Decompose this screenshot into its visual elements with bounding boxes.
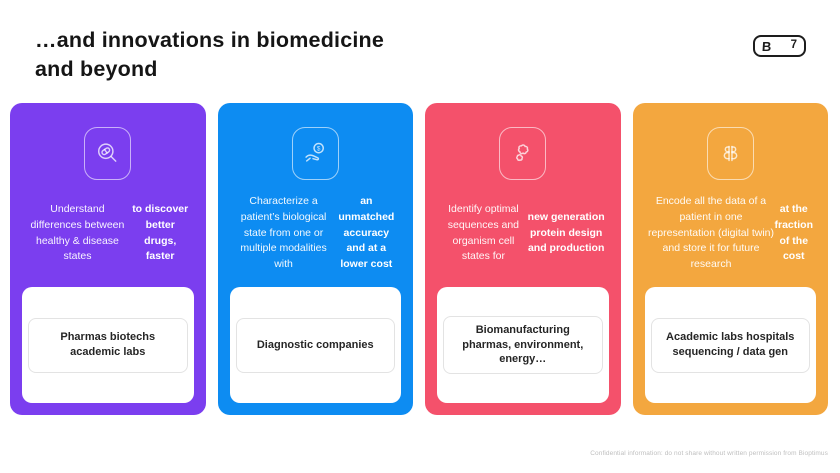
card-description (10, 180, 206, 287)
audience-label: Diagnostic companies (236, 318, 396, 373)
description-normal: Identify optimal sequences and organism cell states for (447, 203, 520, 263)
audience-label: Academic labs hospitals sequencing / data gen (651, 318, 811, 373)
card-description (425, 180, 621, 287)
page-number: 7 (790, 39, 797, 52)
card-description (633, 180, 829, 287)
description-bold: at the fraction of the cost (774, 203, 813, 263)
description-bold: to discover better drugs, faster (132, 203, 189, 263)
audience-panel (230, 287, 402, 403)
audience-panel (645, 287, 817, 403)
description-bold: new generation protein design and production (527, 210, 605, 255)
hand-dollar-icon (292, 127, 339, 180)
audience-panel (22, 287, 194, 403)
bioptimus-logo-icon: B (761, 38, 772, 54)
page-title-line1: …and innovations in biomedicine (35, 28, 385, 52)
audience-label: Pharmas biotechs academic labs (28, 318, 188, 373)
confidential-note: Confidential information: do not share without written permission from Bioptimus (590, 450, 828, 457)
card-diagnostics (218, 103, 414, 415)
description-bold: an unmatched accuracy and at a lower cost (338, 195, 395, 271)
card-drug-discovery (10, 103, 206, 415)
cards-row (10, 103, 828, 415)
page-title-line2: and beyond (35, 56, 158, 81)
description-normal: Encode all the data of a patient in one representation (digital twin) and store it for future research (647, 195, 775, 271)
protein-icon (499, 127, 546, 180)
card-description (218, 180, 414, 287)
audience-label: Biomanufacturing pharmas, environment, energy… (443, 316, 603, 375)
logo-page-badge (753, 35, 806, 57)
description-normal: Understand differences between healthy & disease states (30, 203, 125, 263)
pill-magnifier-icon (84, 127, 131, 180)
audience-panel (437, 287, 609, 403)
card-protein-design (425, 103, 621, 415)
description-normal: Characterize a patient’s biological state from one or multiple modalities with (240, 195, 327, 271)
page-title (35, 26, 384, 83)
digital-twin-icon (707, 127, 754, 180)
svg-text:$: $ (316, 145, 321, 153)
card-digital-twin (633, 103, 829, 415)
